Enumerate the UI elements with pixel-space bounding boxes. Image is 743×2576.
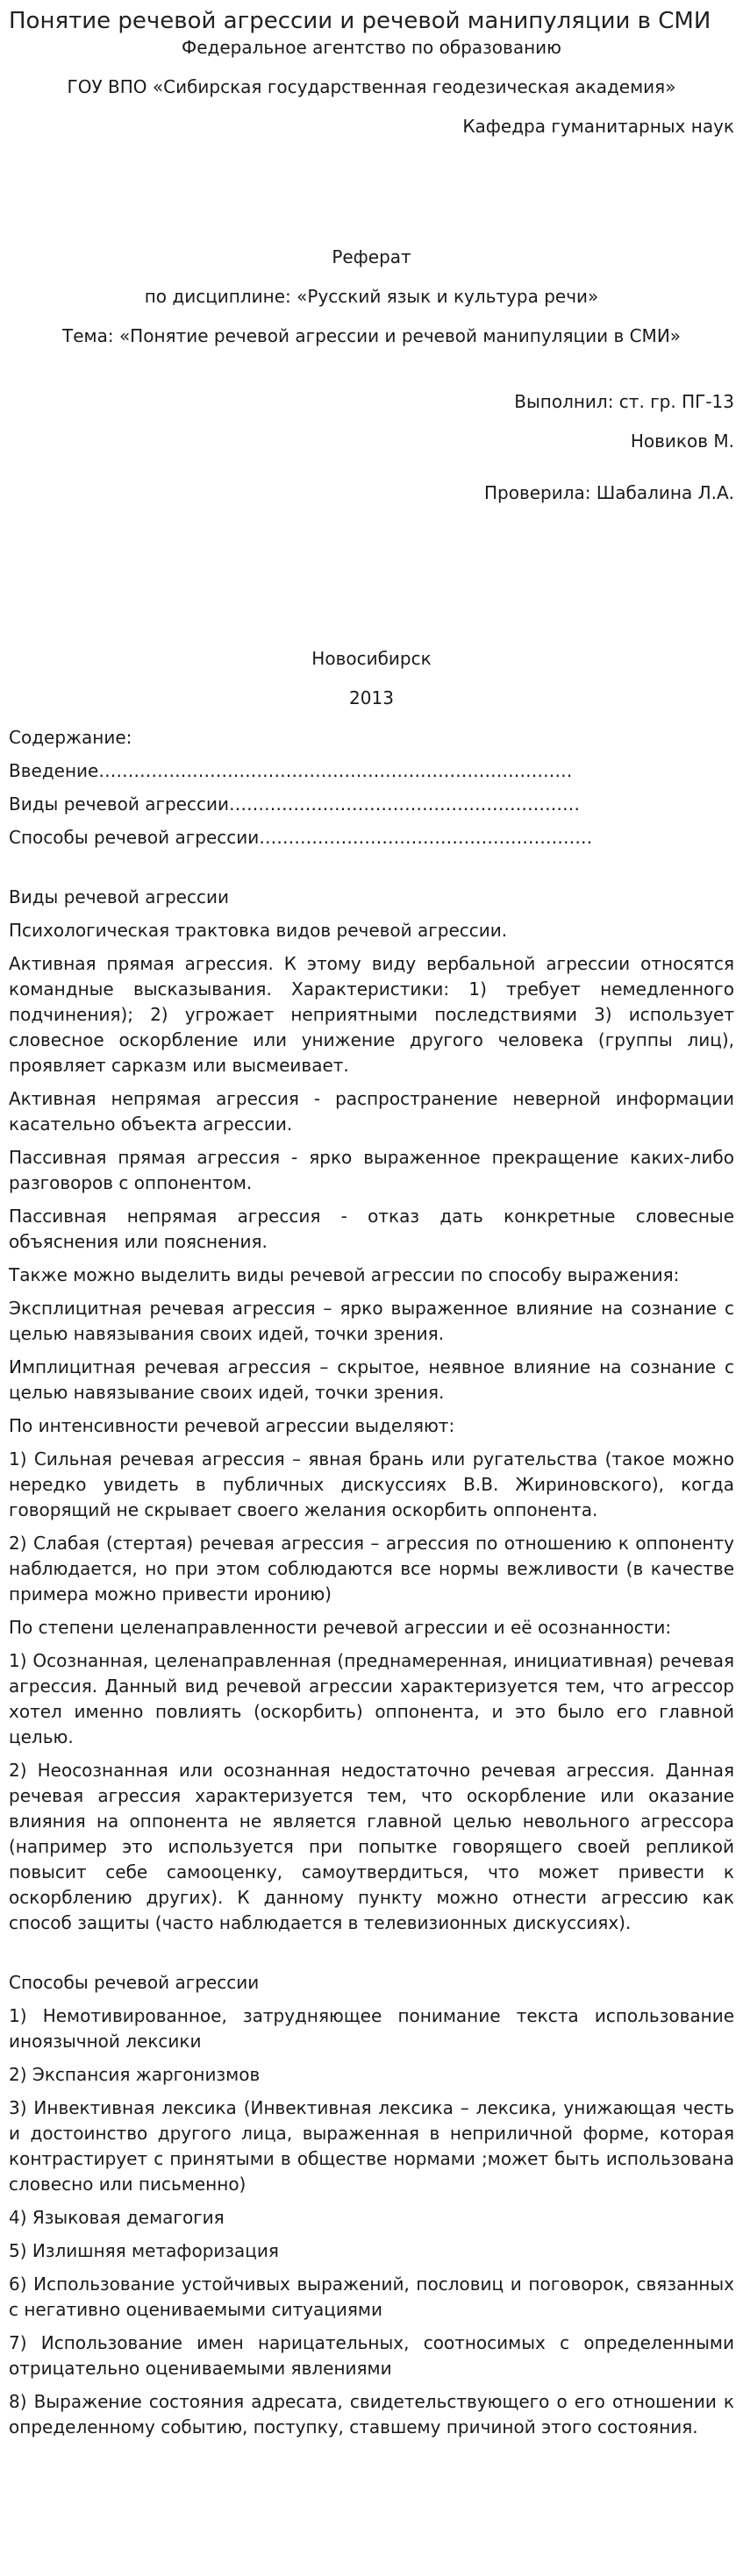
paragraph: Пассивная непрямая агрессия - отказ дать конкретные словесные объяснения или пояснения. [9,1206,734,1252]
paragraph: 1) Немотивированное, затрудняющее понимание текста использование иноязычной лексики [9,2005,734,2052]
city: Новосибирск [311,648,432,669]
paragraph: 3) Инвективная лексика (Инвективная лексика – лексика, унижающая честь и достоинство другого лица, выраженная в неприличной форме, которая контрастирует с принятыми в обществе нормами ;может быть использована словесно или письменно) [9,2097,734,2195]
section-types-of-aggression [9,885,734,1936]
agency-name: Федеральное агентство по образованию [182,37,561,58]
table-of-contents [9,725,734,850]
checked-by: Проверила: Шабалина Л.А. [483,482,734,503]
university-name: ГОУ ВПО «Сибирская государственная геодезическая академия» [67,76,676,97]
paragraph: 2) Неосознанная или осознанная недостаточно речевая агрессия. Данная речевая агрессия характеризуется тем, что оскорбление или оказание влияния на оппонента не является главной целью невольного агрессора (например это используется при попытке говорящего своей репликой повысит себе самооценку, самоутвердиться, что может привести к оскорблению других). К данному пункту можно отнести агрессию как способ защиты (часто наблюдается в телевизионных дискуссиях). [9,1760,734,1933]
toc-item-methods: Способы речевой агрессии………………………………………………… [9,827,593,848]
paragraph: 4) Языковая демагогия [9,2207,225,2228]
paragraph: 7) Использование имен нарицательных, соотносимых с определенными отрицательно оцениваемыми явлениями [9,2332,734,2379]
section-heading: Виды речевой агрессии [9,886,229,907]
paragraph: Имплицитная речевая агрессия – скрытое, неявное влияние на сознание с целью навязывание своих идей, точки зрения. [9,1356,734,1403]
paragraph: 2) Экспансия жаргонизмов [9,2064,261,2085]
topic-line: Тема: «Понятие речевой агрессии и речевой манипуляции в СМИ» [61,325,682,346]
toc-heading: Содержание: [9,727,132,748]
author-name: Новиков М. [630,431,734,452]
paragraph: Эксплицитная речевая агрессия – ярко выраженное влияние на сознание с целью навязывания своих идей, точки зрения. [9,1298,734,1344]
document-type: Реферат [332,246,411,267]
paragraph: По степени целенаправленности речевой агрессии и её осознанности: [9,1617,672,1638]
paragraph: По интенсивности речевой агрессии выделяют: [9,1415,455,1436]
performed-by: Выполнил: ст. гр. ПГ-13 [514,391,734,412]
paragraph: 2) Слабая (стертая) речевая агрессия – агрессия по отношению к оппоненту наблюдается, но при этом соблюдаются все нормы вежливости (в качестве примера можно привести иронию) [9,1533,734,1605]
department-name: Кафедра гуманитарных наук [462,116,734,137]
paragraph: 8) Выражение состояния адресата, свидетельствующего о его отношении к определенному событию, поступку, ставшему причиной этого состояния. [9,2391,734,2437]
document-title: Понятие речевой агрессии и речевой манипуляции в СМИ [9,8,711,34]
section-heading: Способы речевой агрессии [9,1972,260,1993]
paragraph: 1) Сильная речевая агрессия – явная брань или ругательства (такое можно нередко увидеть в публичных дискуссиях В.В. Жириновского), когда говорящий не скрывает своего желания оскорбить оппонента. [9,1448,734,1520]
paragraph: Психологическая трактовка видов речевой агрессии. [9,920,508,941]
paragraph: Пассивная прямая агрессия - ярко выраженное прекращение каких-либо разговоров с оппонентом. [9,1147,734,1193]
paragraph: 6) Использование устойчивых выражений, пословиц и поговорок, связанных с негативно оцениваемыми ситуациями [9,2274,734,2320]
discipline-line: по дисциплине: «Русский язык и культура речи» [144,286,599,307]
paragraph: 1) Осознанная, целенаправленная (преднамеренная, инициативная) речевая агрессия. Данный вид речевой агрессии характеризуется тем, что агрессор хотел именно повлиять (оскорбить) оппонента, и это было его главной целью. [9,1650,734,1747]
paragraph: Также можно выделить виды речевой агрессии по способу выражения: [9,1264,680,1285]
toc-item-types: Виды речевой агрессии…………………………………………………… [9,793,580,815]
paragraph: Активная непрямая агрессия - распространение неверной информации касательно объекта агрессии. [9,1088,734,1135]
paragraph: 5) Излишняя метафоризация [9,2240,279,2261]
toc-item-introduction: Введение……………………………………………………………………… [9,760,573,781]
year: 2013 [349,687,394,708]
section-methods-of-aggression [9,1970,734,2440]
paragraph: Активная прямая агрессия. К этому виду вербальной агрессии относятся командные высказывания. Характеристики: 1) требует немедленного подчинения); 2) угрожает неприятными последствиями 3) использует словесное оскорбление или унижение другого человека (группы лиц), проявляет сарказм или высмеивает. [9,953,734,1076]
